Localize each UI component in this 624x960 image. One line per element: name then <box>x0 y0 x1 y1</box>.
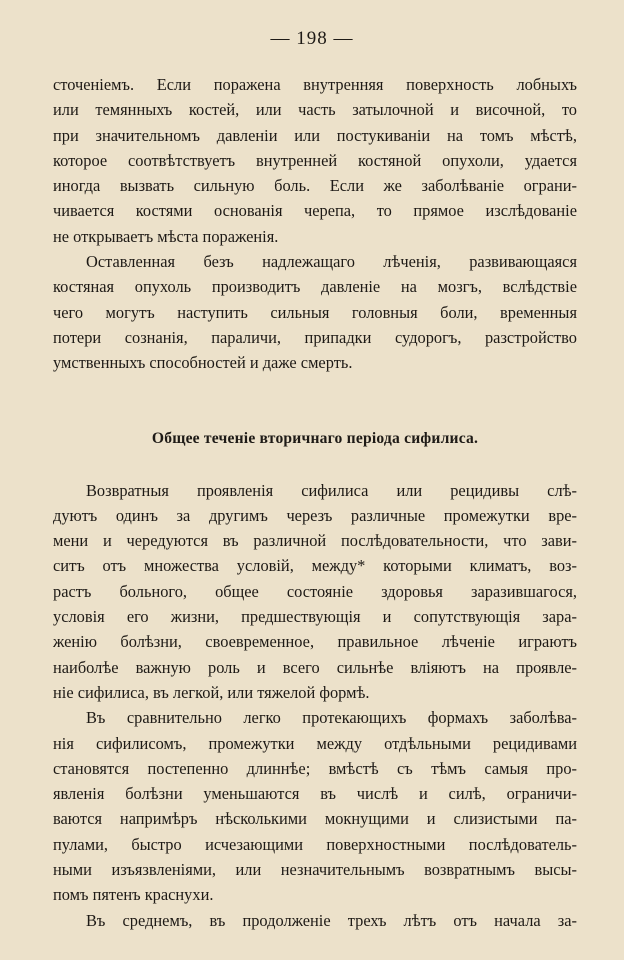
paragraph <box>53 908 577 933</box>
paragraph <box>53 72 577 249</box>
text-line: при значительномъ давленiи или постукиванiи на томъ мѣстѣ, <box>53 125 577 145</box>
text-line: наиболѣе важную роль и всего сильнѣе влiяютъ на проявле- <box>53 657 577 677</box>
text-line: становятся постепенно длиннѣе; вмѣстѣ съ тѣмъ самыя про- <box>53 758 577 778</box>
text-line: Въ среднемъ, въ продолженiе трехъ лѣтъ отъ начала за- <box>86 910 577 930</box>
paragraph <box>53 705 577 907</box>
text-line: не открываетъ мѣста пораженiя. <box>53 226 279 246</box>
page-number: — 198 — <box>270 28 354 49</box>
text-line: сточенiемъ. Если поражена внутренняя поверхность лобныхъ <box>53 75 577 94</box>
page-body <box>53 72 577 933</box>
section-heading: Общее теченiе вторичнаго перiода сифилиса. <box>151 429 479 447</box>
text-line: Въ сравнительно легко протекающихъ формахъ заболѣва- <box>86 708 577 728</box>
text-line: чего могутъ наступить сильныя головныя боли, временныя <box>53 302 577 322</box>
text-line: мени и чередуются въ различной послѣдовательности, что зави- <box>53 531 577 551</box>
text-line: ными изъязвленiями, или незначительнымъ возвратнымъ высы- <box>53 860 577 880</box>
text-line: иногда вызвать сильную боль. Если же заболѣванiе ограни- <box>53 176 577 196</box>
text-line: или темянныхъ костей, или часть затылочной и височной, то <box>53 100 577 120</box>
text-line: помъ пятенъ краснухи. <box>53 885 214 905</box>
text-line: умственныхъ способностей и даже смерть. <box>53 353 353 373</box>
text-line: Возвратныя проявленiя сифилиса или рецидивы слѣ- <box>86 480 577 500</box>
text-line: нiе сифилиса, въ легкой, или тяжелой формѣ. <box>53 682 370 702</box>
text-line: пулами, быстро исчезающими поверхностными послѣдователь- <box>53 834 577 854</box>
text-line: костяная опухоль производитъ давленiе на мозгъ, вслѣдствiе <box>53 277 577 297</box>
text-line: Оставленная безъ надлежащаго лѣченiя, развивающаяся <box>86 252 577 272</box>
text-line: растъ больного, общее состоянiе здоровья заразившагося, <box>53 581 577 601</box>
paragraph <box>53 249 577 375</box>
text-line: ситъ отъ множества условiй, между* которыми климатъ, воз- <box>53 556 577 576</box>
text-line: которое соотвѣтствуетъ внутренней костяной опухоли, удается <box>53 150 577 170</box>
text-line: нiя сифилисомъ, промежутки между отдѣльными рецидивами <box>53 733 577 753</box>
text-line: ваются напримѣръ нѣсколькими мокнущими и слизистыми па- <box>53 809 577 829</box>
text-line: чивается костями основанiя черепа, то прямое изслѣдованiе <box>53 201 577 221</box>
text-line: явленiя болѣзни уменьшаются въ числѣ и силѣ, ограничи- <box>53 784 577 804</box>
paragraph <box>53 478 577 706</box>
text-line: потери сознанiя, параличи, припадки судорогъ, разстройство <box>53 327 577 347</box>
text-line: условiя его жизни, предшествующiя и сопутствующiя зара- <box>53 607 577 627</box>
text-line: дуютъ одинъ за другимъ черезъ различные промежутки вре- <box>53 505 577 525</box>
text-line: женiю болѣзни, своевременное, правильное лѣченiе играютъ <box>53 632 577 652</box>
